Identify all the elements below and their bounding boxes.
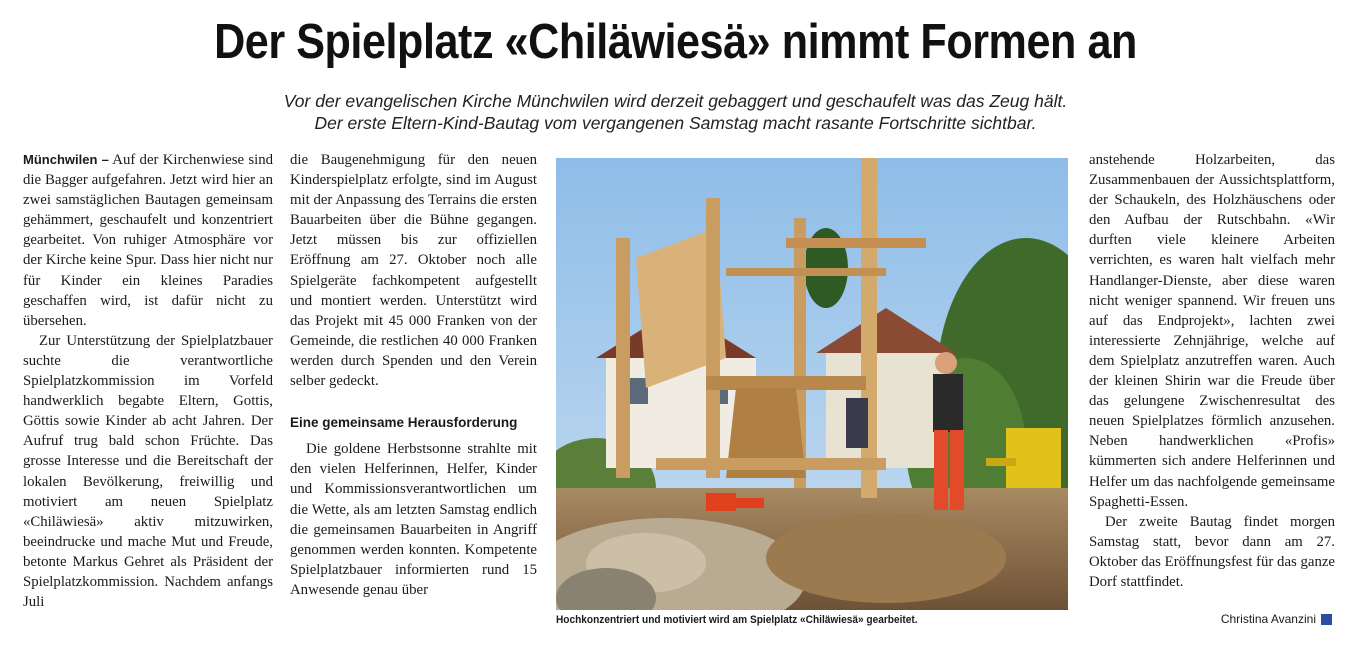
lead-line-2: Der erste Eltern-Kind-Bautag vom vergangenen Samstag macht rasante Fortschritte sichtbar. — [314, 113, 1037, 133]
paragraph-1 — [23, 150, 273, 331]
subheading: Eine gemeinsame Herausforderung — [290, 415, 518, 431]
article-photo — [556, 158, 1068, 610]
column-4 — [1089, 150, 1335, 592]
lead-line-1: Vor der evangelischen Kirche Münchwilen wird derzeit gebaggert und geschaufelt was das Zeug hält. — [283, 91, 1068, 111]
paragraph-1-text: Auf der Kirchenwiese sind die Bagger aufgefahren. Jetzt wird hier an zwei samstäglichen Bautagen gemeinsam gehämmert, geschaufelt und konzentriert gearbeitet. Von ruhiger Atmosphäre vor der Kirche keine Spur. Dass hier nicht nur für Kinder ein kleines Paradies geschaffen wird, ist dafür nicht zu übersehen. — [23, 152, 273, 329]
paragraph-6: Der zweite Bautag findet morgen Samstag statt, bevor dann am 27. Oktober das Eröffnungsfest für das ganze Dorf stattfindet. — [1089, 513, 1335, 590]
column-2 — [290, 150, 537, 600]
playground-construction-photo — [556, 158, 1068, 610]
paragraph-5: anstehende Holzarbeiten, das Zusammenbauen der Aussichtsplattform, der Schaukeln, des Holzhäuschens oder den Aufbau der Rutschbahn. «Wir durften viele kleinere Arbeiten verrichten, es waren halt vielfach mehr Handlanger-Dienste, aber diese waren nicht weniger spannend. Wir freuen uns auf das Endprojekt», lachten zwei interessierte Zehnjährige, welche auf dem Spielplatz anzutreffen waren. Auch der kleinen Shirin war die Freude über das gelungene Zwischenresultat des neuen Spielplatzes förmlich anzusehen. Neben handwerklichen «Profis» kümmerten sich andere Helferinnen und Helfer um das nachfolgende gemeinsame Spaghetti-Essen. — [1089, 152, 1335, 510]
lead-text — [0, 90, 1351, 134]
author-name: Christina Avanzini — [1220, 612, 1316, 626]
end-square-icon — [1321, 614, 1332, 625]
byline — [1221, 612, 1332, 626]
dateline: Münchwilen – — [23, 152, 109, 167]
photo-caption: Hochkonzentriert und motiviert wird am Spielplatz «Chiläwiesä» gearbeitet. — [556, 614, 918, 626]
paragraph-3: die Baugenehmigung für den neuen Kinderspielplatz erfolgte, sind im August mit der Anpassung des Terrains die ersten Bauarbeiten über die Bühne gegangen. Jetzt müssen bis zur offiziellen Eröffnung am 27. Oktober noch alle Spielgeräte fachkompetent aufgestellt und montiert werden. Unterstützt wird das Projekt mit 45 000 Franken von der Gemeinde, die restlichen 40 000 Franken werden durch Spenden und den Verein selber gedeckt. — [290, 152, 537, 390]
headline: Der Spielplatz «Chiläwiesä» nimmt Formen an — [214, 15, 1137, 69]
paragraph-2: Zur Unterstützung der Spielplatzbauer suchte die verantwortliche Spielplatzkommission im Vorfeld handwerklich begabte Eltern, Gottis, Göttis sowie Kinder ab acht Jahren. Der Aufruf trug bald schon Früchte. Das grosse Interesse und die Bereitschaft der lokalen Bevölkerung, freiwillig und motiviert am neuen Spielplatz «Chiläwiesä» aktiv mitzuwirken, beeindrucke und mache Mut und Freude, betonte Markus Gehret als Präsident der Spielplatzkommission. Nachdem anfangs Juli — [23, 332, 273, 611]
column-1 — [23, 150, 273, 612]
paragraph-4: Die goldene Herbstsonne strahlte mit den vielen Helferinnen, Helfer, Kinder und Kommissionsverantwortlichen um die Wette, als am letzten Samstag endlich die gemeinsamen Bauarbeiten in Angriff genommen werden konnten. Kompetente Spielplatzbauer informierten rund 15 Anwesende genau über — [290, 441, 537, 598]
